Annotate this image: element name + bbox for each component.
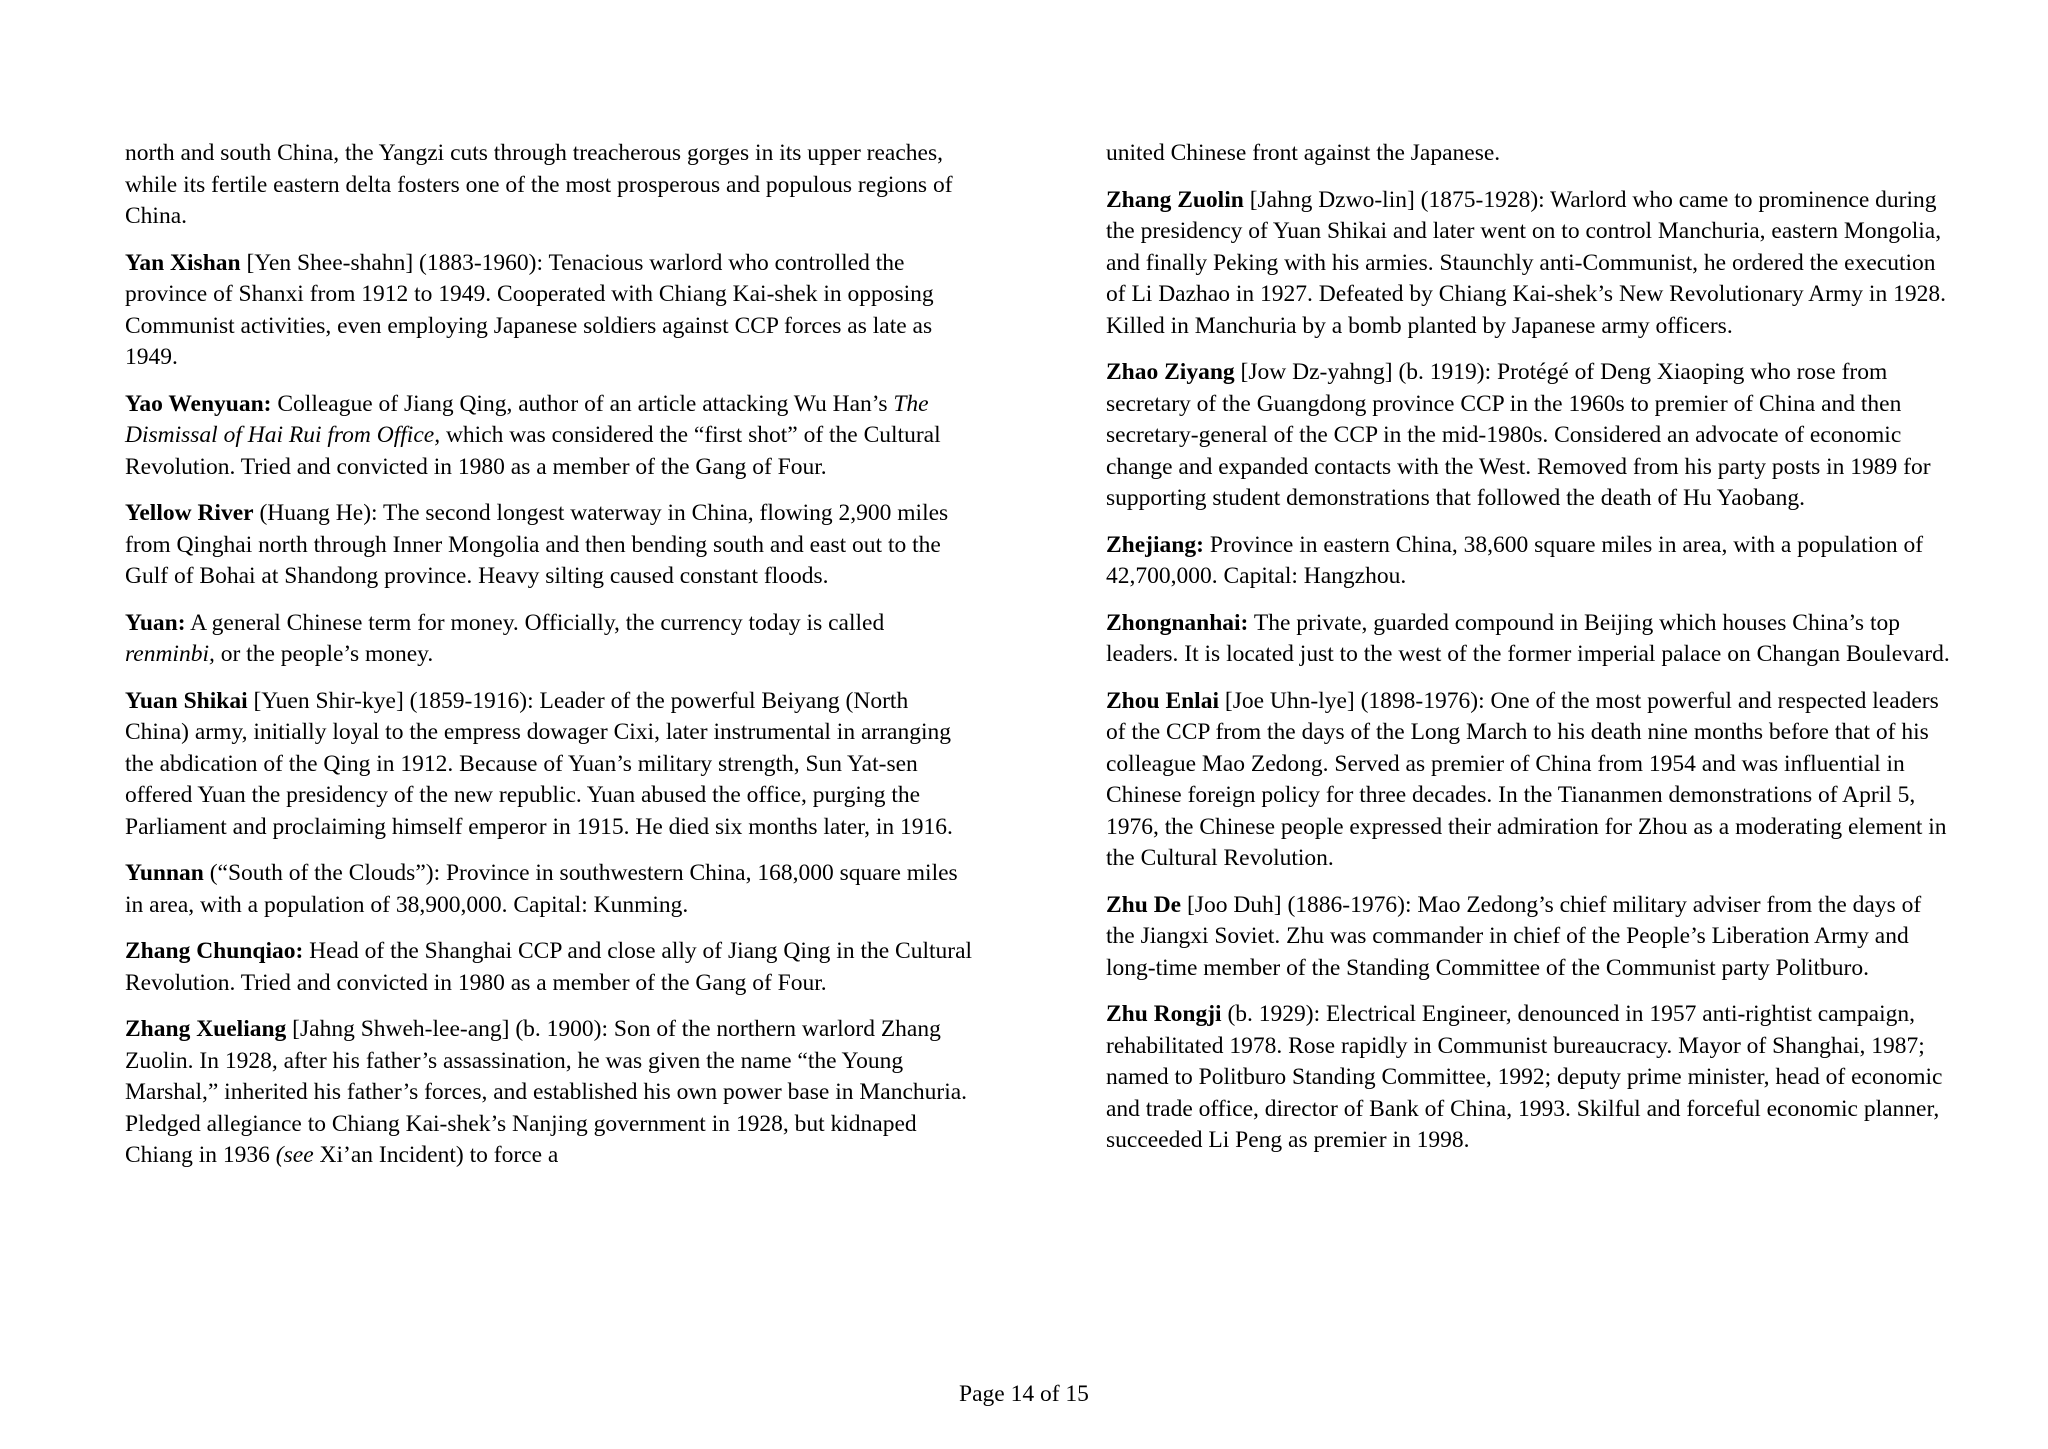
entry-text: Xi’an Incident) to force a — [313, 1142, 559, 1168]
glossary-entry — [125, 138, 973, 233]
entry-text: Province in eastern China, 38,600 square miles in area, with a population of 42,700,000. Capital: Hangzhou. — [1106, 531, 1924, 589]
glossary-entry — [1106, 890, 1954, 985]
entry-term: Zhao Ziyang — [1106, 359, 1235, 385]
entry-text: [Jahng Dzwo-lin] (1875-1928): Warlord who came to prominence during the presidency of Yuan Shikai and later went on to control Manchuria, eastern Mongolia, and finally Peking with his armies. Staunchly anti-Communist, he ordered the execution of Li Dazhao in 1927. Defeated by Chiang Kai-shek’s New Revolutionary Army in 1928. Killed in Manchuria by a bomb planted by Japanese army officers. — [1106, 186, 1946, 339]
glossary-entry — [1106, 999, 1954, 1157]
glossary-entry — [125, 608, 973, 671]
entry-term: Zhang Xueliang — [125, 1016, 287, 1042]
entry-term: Zhu Rongji — [1106, 1001, 1222, 1027]
glossary-entry — [125, 248, 973, 374]
entry-italic-text: The Dismissal of Hai Rui from Office, — [125, 390, 929, 448]
entry-text: [Joo Duh] (1886-1976): Mao Zedong’s chief military adviser from the days of the Jiangxi Soviet. Zhu was commander in chief of the People’s Liberation Army and long-time member of the Standing Committee of the Communist party Politburo. — [1106, 891, 1922, 981]
glossary-entry — [125, 686, 973, 844]
glossary-entry — [1106, 357, 1954, 515]
entry-term: Yellow River — [125, 500, 254, 526]
entry-term: Zhou Enlai — [1106, 687, 1219, 714]
entry-text: which was considered the “first shot” of the Cultural Revolution. Tried and convicted in 1980 as a member of the Gang of Four. — [125, 422, 941, 480]
entry-text: [Jahng Shweh-lee-ang] (b. 1900): Son of the northern warlord Zhang Zuolin. In 1928, after his father’s assassination, he was given the name “the Young Marshal,” inherited his father’s forces, and established his own power base in Manchuria. Pledged allegiance to Chiang Kai-shek’s Nanjing government in 1928, but kidnaped Chiang in 1936 — [125, 1016, 968, 1168]
entry-text: Head of the Shanghai CCP and close ally of Jiang Qing in the Cultural Revolution. Tried and convicted in 1980 as a member of the Gang of Four. — [125, 938, 973, 996]
glossary-entry — [125, 936, 973, 999]
entry-text: A general Chinese term for money. Officially, the currency today is called — [185, 609, 885, 636]
entry-term: Zhang Zuolin — [1106, 186, 1244, 213]
entry-term: Yuan Shikai — [125, 687, 248, 714]
page-number: Page 14 of 15 — [959, 1381, 1089, 1407]
entry-text: [Jow Dz-yahng] (b. 1919): Protégé of Deng Xiaoping who rose from secretary of the Guangdong province CCP in the 1960s to premier of China and then secretary-general of the CCP in the mid-1980s. Considered an advocate of economic change and expanded contacts with the West. Removed from his party posts in 1989 for supporting student demonstrations that followed the death of Hu Yaobang. — [1106, 359, 1931, 511]
left-column — [125, 138, 973, 1187]
right-column — [1106, 138, 1954, 1172]
entry-text: united Chinese front against the Japanese. — [1106, 140, 1501, 166]
entry-text: Colleague of Jiang Qing, author of an article attacking Wu Han’s — [271, 390, 894, 417]
entry-text: [Yuen Shir-kye] (1859-1916): Leader of the powerful Beiyang (North China) army, initially loyal to the empress dowager Cixi, later instrumental in arranging the abdication of the Qing in 1912. Because of Yuan’s military strength, Sun Yat-sen offered Yuan the presidency of the new republic. Yuan abused the office, purging the Parliament and proclaiming himself emperor in 1915. He died six months later, in 1916. — [125, 687, 953, 840]
entry-text: (b. 1929): Electrical Engineer, denounced in 1957 anti-rightist campaign, rehabilitated 1978. Rose rapidly in Communist bureaucracy. Mayor of Shanghai, 1987; named to Politburo Standing Committee, 1992; deputy prime minister, head of economic and trade office, director of Bank of China, 1993. Skilful and forceful economic planner, succeeded Li Peng as premier in 1998. — [1106, 1001, 1943, 1153]
entry-term: Yunnan — [125, 860, 204, 886]
glossary-entry — [125, 498, 973, 593]
glossary-entry — [1106, 138, 1954, 170]
entry-text: (“South of the Clouds”): Province in southwestern China, 168,000 square miles in area, with a population of 38,900,000. Capital: Kunming. — [125, 860, 958, 918]
entry-term: Zhu De — [1106, 891, 1182, 918]
entry-term: Yao Wenyuan: — [125, 390, 272, 417]
entry-term: Zhejiang: — [1106, 531, 1204, 558]
glossary-entry — [125, 389, 973, 484]
entry-italic-text: (see — [275, 1142, 314, 1168]
entry-text: [Joe Uhn-lye] (1898-1976): One of the most powerful and respected leaders of the CCP from the days of the Long March to his death nine months before that of his colleague Mao Zedong. Served as premier of China from 1954 and was influential in Chinese foreign policy for three decades. In the Tiananmen demonstrations of April 5, 1976, the Chinese people expressed their admiration for Zhou as a moderating element in the Cultural Revolution. — [1106, 687, 1947, 871]
glossary-entry — [1106, 185, 1954, 343]
glossary-entry — [1106, 608, 1954, 671]
entry-term: Zhongnanhai: — [1106, 609, 1249, 636]
entry-text: north and south China, the Yangzi cuts through treacherous gorges in its upper reaches, while its fertile eastern delta fosters one of the most prosperous and populous regions of China. — [125, 140, 953, 229]
entry-italic-text: renminbi, — [125, 641, 215, 667]
entry-text: (Huang He): The second longest waterway in China, flowing 2,900 miles from Qinghai north through Inner Mongolia and then bending south and east out to the Gulf of Bohai at Shandong province. Heavy silting caused constant floods. — [125, 500, 949, 589]
glossary-entry — [125, 1014, 973, 1172]
entry-text: [Yen Shee-shahn] (1883-1960): Tenacious warlord who controlled the province of Shanxi from 1912 to 1949. Cooperated with Chiang Kai-shek in opposing Communist activities, even employing Japanese soldiers against CCP forces as late as 1949. — [125, 249, 934, 370]
entry-term: Yuan: — [125, 609, 186, 636]
glossary-entry — [1106, 530, 1954, 593]
entry-text: The private, guarded compound in Beijing which houses China’s top leaders. It is located just to the west of the former imperial palace on Changan Boulevard. — [1106, 609, 1950, 667]
glossary-entry — [125, 858, 973, 921]
entry-term: Yan Xishan — [125, 249, 241, 276]
glossary-entry — [1106, 686, 1954, 875]
entry-term: Zhang Chunqiao: — [125, 938, 304, 964]
entry-text: or the people’s money. — [214, 641, 434, 667]
